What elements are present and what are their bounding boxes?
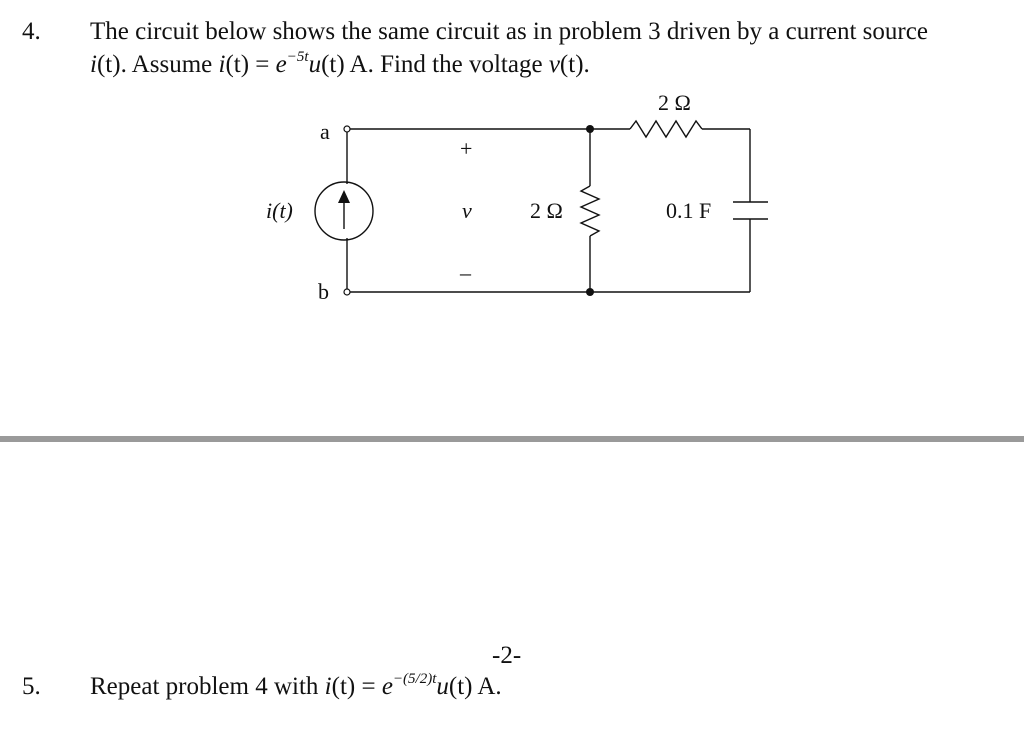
page-divider bbox=[0, 436, 1024, 442]
p5-exp-base: e bbox=[381, 673, 393, 700]
problem-5-prefix: Repeat problem 4 with bbox=[90, 673, 325, 700]
step-symbol: u bbox=[308, 51, 322, 78]
current-source-arrowhead bbox=[338, 190, 350, 203]
eq-current-arg: (t) = bbox=[225, 51, 276, 78]
p5-current-symbol: i bbox=[324, 673, 332, 700]
capacitor-label: 0.1 F bbox=[666, 198, 712, 223]
voltage-label: v bbox=[462, 198, 472, 223]
exp-base: e bbox=[275, 51, 287, 78]
p5-exponent: −(5/2)t bbox=[392, 671, 437, 687]
terminal-b bbox=[344, 289, 350, 295]
plus-sign: + bbox=[460, 136, 473, 161]
assume-text: . Assume bbox=[120, 51, 219, 78]
page-number: -2- bbox=[492, 642, 522, 669]
junction-top bbox=[586, 125, 594, 133]
circuit-diagram bbox=[0, 0, 1024, 340]
series-resistor-label: 2 Ω bbox=[658, 90, 691, 115]
p5-tail: (t) A. bbox=[448, 673, 502, 700]
junction-bottom bbox=[586, 288, 594, 296]
problem-5-number: 5. bbox=[22, 673, 41, 700]
find-text: (t) A. Find the voltage bbox=[321, 51, 549, 78]
node-a-label: a bbox=[320, 119, 330, 144]
exponent: −5t bbox=[286, 49, 309, 65]
current-arg: (t) bbox=[96, 51, 121, 78]
p5-current-arg: (t) = bbox=[331, 673, 382, 700]
minus-sign: – bbox=[460, 260, 471, 285]
p5-step-symbol: u bbox=[436, 673, 449, 700]
problem-4-number: 4. bbox=[22, 18, 41, 45]
terminal-a bbox=[344, 126, 350, 132]
problem-5-text bbox=[90, 671, 502, 703]
eq-current-symbol: i bbox=[218, 51, 226, 78]
problem-4-line-1: The circuit below shows the same circuit as in problem 3 driven by a current source bbox=[90, 18, 928, 45]
shunt-resistor-symbol bbox=[581, 186, 599, 236]
voltage-arg: (t). bbox=[559, 51, 590, 78]
voltage-symbol: v bbox=[548, 51, 560, 78]
current-symbol: i bbox=[90, 51, 97, 78]
source-label: i(t) bbox=[266, 198, 293, 223]
shunt-resistor-label: 2 Ω bbox=[530, 198, 563, 223]
node-b-label: b bbox=[318, 279, 329, 304]
series-resistor-symbol bbox=[630, 121, 702, 137]
